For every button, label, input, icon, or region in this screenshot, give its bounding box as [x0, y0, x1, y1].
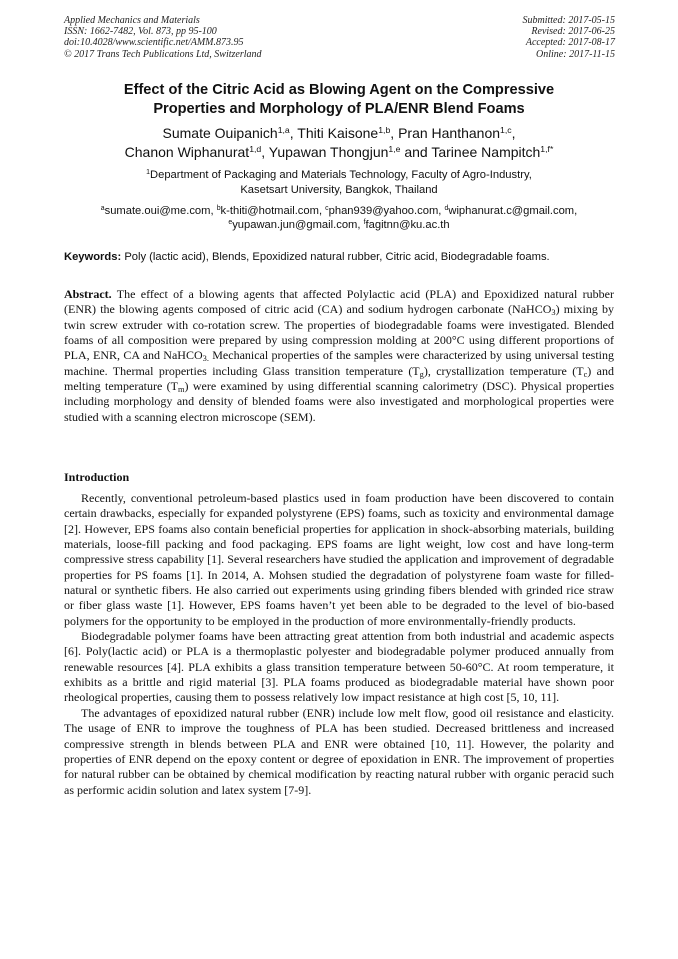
author-name: Yupawan Thongjun	[268, 144, 389, 160]
author-affiliation-mark: 1,c	[500, 125, 512, 136]
author-separator: ,	[261, 144, 269, 160]
email-mark: c	[325, 205, 329, 213]
dates-header	[523, 15, 616, 60]
author-separator: ,	[390, 125, 399, 141]
introduction-body	[64, 491, 614, 798]
email-address: wiphanurat.c@gmail.com	[448, 205, 575, 217]
email-separator: ,	[438, 205, 445, 217]
keywords-label: Keywords:	[64, 251, 122, 263]
email-separator: ,	[210, 205, 217, 217]
author-affiliation-mark: 1,e	[388, 144, 401, 155]
keywords-text: Poly (lactic acid), Blends, Epoxidized natural rubber, Citric acid, Biodegradable foams.	[124, 251, 550, 263]
journal-name: Applied Mechanics and Materials	[64, 15, 200, 26]
title-line-1: Effect of the Citric Acid as Blowing Agent on the Compressive	[123, 82, 555, 98]
email-mark: a	[100, 205, 105, 213]
affiliation-line-1	[64, 168, 614, 183]
section-heading-introduction: Introduction	[64, 470, 130, 484]
issn-line: ISSN: 1662-7482, Vol. 873, pp 95-100	[64, 26, 217, 38]
subscript: c	[583, 369, 588, 379]
doi-line: doi:10.4028/www.scientific.net/AMM.873.95	[64, 37, 244, 49]
affiliation	[64, 168, 614, 198]
email-mark: e	[228, 219, 233, 227]
author-line-1	[64, 124, 614, 143]
email-line-1	[64, 204, 614, 218]
affiliation-mark: 1	[146, 169, 151, 177]
author-emails	[64, 204, 614, 232]
author-name: Tarinee Nampitch	[431, 144, 541, 160]
author-name: Thiti Kaisone	[297, 125, 379, 141]
email-address: yupawan.jun@gmail.com	[232, 219, 358, 231]
author-affiliation-mark: 1,d	[249, 144, 262, 155]
abstract-text: The effect of a blowing agents that affected Polylactic acid (PLA) and Epoxidized natural rubber (ENR) the blowing agents composed of citric acid (CA) and sodium hydrogen carbonate (NaHCO	[64, 287, 614, 317]
author-name: Chanon Wiphanurat	[124, 144, 250, 160]
submitted-date: Submitted: 2017-05-15	[522, 15, 615, 26]
subscript: m	[178, 385, 185, 395]
author-separator: ,	[289, 125, 298, 141]
abstract-text: ) and melting temperature (T	[64, 363, 614, 394]
email-address: k-thiti@hotmail.com	[220, 205, 319, 217]
accepted-date: Accepted: 2017-08-17	[525, 37, 615, 49]
paper-title	[64, 81, 614, 119]
author-affiliation-mark: 1,a	[277, 125, 290, 136]
email-address: fagitnn@ku.ac.th	[365, 219, 450, 231]
email-separator: ,	[574, 205, 578, 217]
author-line-2	[64, 143, 614, 162]
journal-header	[64, 15, 262, 60]
email-address: phan939@yahoo.com	[328, 205, 439, 217]
paragraph: Biodegradable polymer foams have been attracting great attention from both industrial and academic aspects [6]. Poly(lactic acid) or PLA is a thermoplastic polyester and biodegradable polymer produced annually from renewable resources [4]. PLA exhibits a glass transition temperature between 50-60°C. At room temperature, it exhibits as a brittle and rigid material [3]. PLA foams produced as biodegradable material have shown poor rheological properties, causing them to possess relatively low impact resistance at high cost [5, 10, 11].	[64, 629, 614, 705]
abstract	[64, 287, 614, 425]
paragraph: Recently, conventional petroleum-based plastics used in foam production have been discovered to contain certain drawbacks, especially for expanded polystyrene (EPS) foams, such as toxicity and environmental damage [2]. However, EPS foams also contain beneficial properties for application in shock-absorbing materials, building materials, loose-fill packing and food packaging. EPS foams are light weight, low cost and have long-term compressive stress capability [1]. Several researchers have studied the application and improvement of degradable properties for PS foams [1]. In 2014, A. Mohsen studied the degradation of polystyrene foam waste for filled-natural or synthetic fibers. He also carried out experiments using grinding fibers blended with grinded rice straw or fiber glass waste [1]. However, EPS foams haven’t yet been able to be degraded to the level of bio-based polymers for the opportunity to be employed in the production of more environmentally-friendly products.	[64, 491, 614, 628]
author-list	[64, 124, 614, 162]
email-address: sumate.oui@me.com	[104, 205, 211, 217]
author-name: Sumate Ouipanich	[162, 125, 278, 141]
email-mark: d	[444, 205, 449, 213]
keywords	[64, 250, 614, 264]
affiliation-line-2: Kasetsart University, Bangkok, Thailand	[240, 184, 438, 196]
email-line-2	[64, 218, 614, 232]
abstract-text: Mechanical properties of the samples were characterized by using universal testing machine. Thermal properties including Glass transition temperature (T	[64, 348, 614, 378]
author-name: Pran Hanthanon	[398, 125, 501, 141]
email-mark: b	[216, 205, 221, 213]
abstract-text: ) mixing by twin screw extruder with co-rotation screw. The properties of biodegradable foams were investigated. Blended foams of all composition were prepared by using compression molding at 200°C using different proportions of PLA, ENR, CA and NaHCO	[64, 302, 614, 363]
paragraph: The advantages of epoxidized natural rubber (ENR) include low melt flow, good oil resistance and elasticity. The usage of ENR to improve the toughness of PLA has been studied. Decreased brittleness and increased compressive strength in blends between PLA and ENR were obtained [10, 11]. However, the polarity and properties of ENR depend on the epoxy content or degree of epoxidation in ENR. The improvement of properties for natural rubber can be obtained by chemical modification by reacting natural rubber with organic peracid such as performic acidin solution and latex system [7-9].	[64, 705, 614, 797]
author-affiliation-mark: 1,f*	[540, 144, 554, 155]
subscript: g	[419, 369, 424, 379]
abstract-label: Abstract.	[64, 287, 112, 301]
abstract-text: ) were examined by using differential scanning calorimetry (DSC). Physical properties including morphology and density of blended foams were also investigated and morphological properties were studied with a scanning electron microscope (SEM).	[64, 379, 614, 424]
subscript: 3	[551, 308, 556, 318]
online-date: Online: 2017-11-15	[536, 48, 615, 60]
author-affiliation-mark: 1,b	[378, 125, 391, 136]
affiliation-text: Department of Packaging and Materials Technology, Faculty of Agro-Industry,	[150, 169, 532, 181]
author-separator: and	[400, 144, 432, 160]
copyright-line: © 2017 Trans Tech Publications Ltd, Switzerland	[64, 48, 262, 60]
subscript: 3.	[202, 354, 209, 364]
author-separator: ,	[511, 125, 516, 141]
revised-date: Revised: 2017-06-25	[531, 26, 615, 38]
title-line-2: Properties and Morphology of PLA/ENR Blend Foams	[153, 101, 525, 117]
email-separator: ,	[318, 205, 326, 217]
email-separator: ,	[357, 219, 364, 231]
email-mark: f	[363, 219, 366, 227]
abstract-text: ), crystallization temperature (T	[423, 363, 584, 378]
